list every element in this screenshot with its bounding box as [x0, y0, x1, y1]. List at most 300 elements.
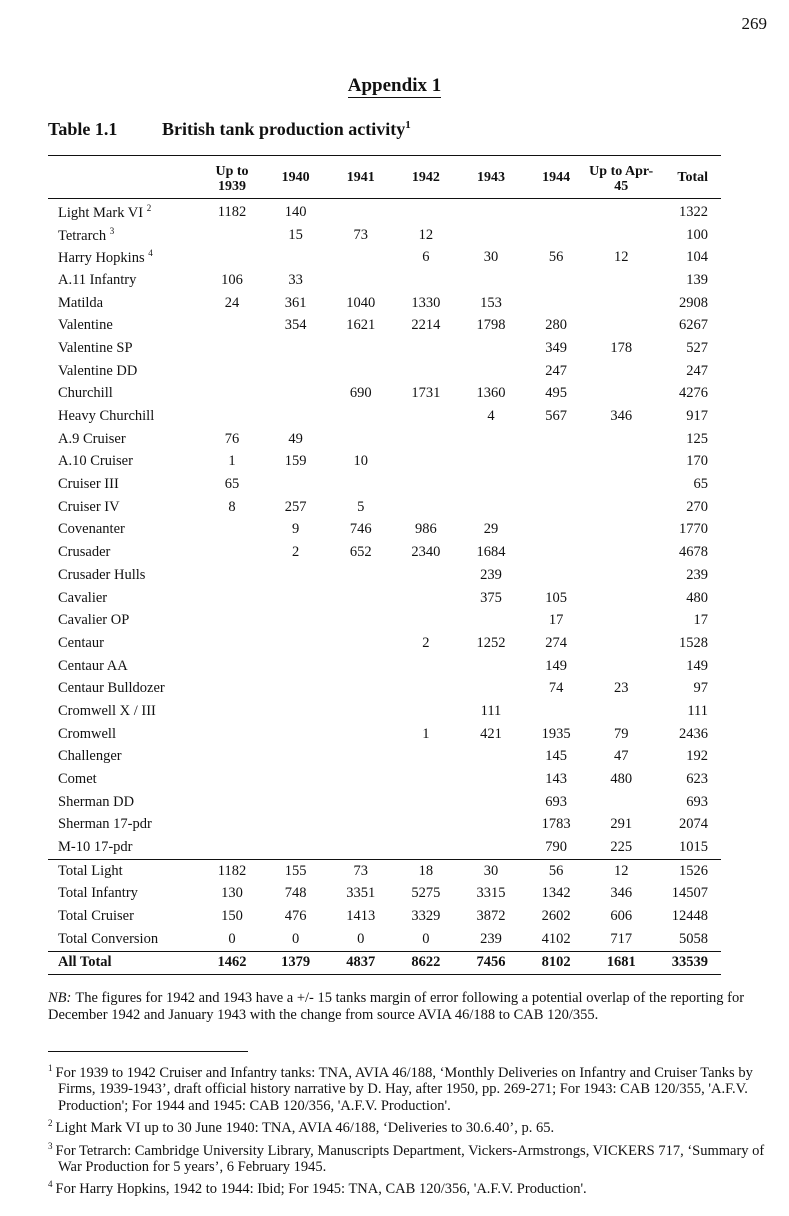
value-cell: [589, 791, 654, 814]
value-cell: [328, 564, 393, 587]
value-cell: 354: [284, 317, 307, 334]
value-cell: 690: [349, 385, 372, 402]
total-cell: 65: [693, 476, 708, 493]
row-label-text: All Total: [58, 954, 112, 971]
footnote: [48, 1060, 770, 1114]
table-row: [48, 405, 721, 428]
value-cell: [328, 405, 393, 428]
value-cell: 49: [288, 430, 303, 447]
value-cell: 257: [284, 498, 307, 515]
footnote-divider: [48, 1051, 248, 1052]
value-cell: [328, 609, 393, 632]
row-label: [48, 587, 201, 610]
nb-note: [48, 990, 770, 1024]
row-label-text: Sherman 17-pdr: [58, 816, 152, 833]
row-label: [48, 428, 201, 451]
row-label: [48, 746, 201, 769]
value-cell: 1413: [346, 908, 376, 925]
table-body: [48, 199, 721, 860]
total-cell: 6267: [679, 317, 708, 334]
value-cell: [201, 655, 263, 678]
value-cell: [263, 677, 328, 700]
value-cell: 8102: [541, 954, 571, 971]
value-cell: [328, 677, 393, 700]
total-cell: 1015: [679, 839, 708, 856]
value-cell: [524, 269, 589, 292]
value-cell: 652: [349, 544, 372, 561]
table-row: [48, 700, 721, 723]
value-cell: 4102: [541, 930, 571, 947]
value-cell: [393, 700, 458, 723]
value-cell: [589, 700, 654, 723]
value-cell: [328, 814, 393, 837]
value-cell: [201, 224, 263, 247]
value-cell: [201, 632, 263, 655]
value-cell: 105: [545, 589, 567, 606]
row-label: [48, 836, 201, 859]
value-cell: [458, 814, 523, 837]
value-cell: 24: [224, 294, 240, 311]
value-cell: 0: [357, 930, 365, 947]
value-cell: [458, 836, 523, 859]
value-cell: 18: [418, 862, 434, 879]
table-row: [48, 451, 721, 474]
value-cell: [263, 246, 328, 269]
grand-total-section: [48, 951, 721, 974]
value-cell: 73: [353, 862, 368, 879]
value-cell: [589, 473, 654, 496]
value-cell: [201, 360, 263, 383]
row-label: [48, 405, 201, 428]
value-cell: 1252: [476, 634, 506, 651]
value-cell: [201, 314, 263, 337]
row-label: [48, 632, 201, 655]
row-label-text: Cavalier: [58, 589, 108, 606]
value-cell: 12: [613, 249, 629, 266]
row-label-text: A.9 Cruiser: [58, 430, 126, 447]
value-cell: [458, 496, 523, 519]
value-cell: [328, 768, 393, 791]
footnote-mark: 3: [109, 225, 115, 236]
value-cell: 606: [610, 908, 633, 925]
row-label-text: Matilda: [58, 294, 104, 311]
row-label-text: Cromwell X / III: [58, 702, 156, 719]
row-label-text: Valentine: [58, 317, 113, 334]
table-header: [48, 156, 721, 199]
value-cell: 8622: [411, 954, 441, 971]
total-cell: 480: [686, 589, 708, 606]
value-cell: [589, 314, 654, 337]
value-cell: [201, 564, 263, 587]
value-cell: 3315: [476, 885, 506, 902]
row-label: [48, 314, 201, 337]
value-cell: 1462: [217, 954, 247, 971]
column-header: Up to Apr-45: [589, 164, 654, 194]
row-label: [48, 768, 201, 791]
row-label: [48, 292, 201, 315]
value-cell: 143: [545, 771, 567, 788]
value-cell: [201, 519, 263, 542]
total-cell: 125: [686, 430, 708, 447]
value-cell: 2: [291, 544, 300, 561]
column-header-name: [48, 156, 201, 199]
value-cell: [393, 677, 458, 700]
table-row: [48, 814, 721, 837]
row-label-text: Cromwell: [58, 725, 116, 742]
value-cell: [328, 360, 393, 383]
row-label: [48, 451, 201, 474]
nb-label: NB:: [48, 990, 72, 1006]
value-cell: [524, 473, 589, 496]
footnote-number: 3: [48, 1140, 53, 1151]
value-cell: 361: [284, 294, 307, 311]
value-cell: [524, 428, 589, 451]
value-cell: 5275: [411, 885, 441, 902]
value-cell: [524, 224, 589, 247]
value-cell: [328, 473, 393, 496]
footnote-number: 1: [48, 1063, 53, 1073]
value-cell: [589, 519, 654, 542]
table-caption: [48, 119, 411, 140]
value-cell: [458, 655, 523, 678]
value-cell: 65: [224, 476, 240, 493]
value-cell: [393, 199, 458, 224]
column-header: 1942: [411, 169, 440, 185]
value-cell: 4837: [346, 954, 376, 971]
value-cell: [393, 337, 458, 360]
value-cell: [201, 814, 263, 837]
value-cell: [201, 587, 263, 610]
column-header: 1944: [542, 169, 571, 185]
value-cell: [589, 609, 654, 632]
value-cell: [263, 746, 328, 769]
value-cell: [589, 428, 654, 451]
total-cell: 149: [686, 657, 708, 674]
value-cell: 9: [291, 521, 300, 538]
value-cell: [458, 609, 523, 632]
footnote-mark: 4: [148, 248, 153, 259]
value-cell: 29: [483, 521, 499, 538]
column-header: Up to 1939: [215, 164, 249, 194]
row-label: [48, 383, 201, 406]
header-row: [48, 156, 721, 199]
value-cell: [393, 269, 458, 292]
total-cell: 33539: [671, 954, 708, 971]
value-cell: 140: [284, 203, 307, 220]
production-table: [48, 155, 721, 975]
total-cell: 2074: [679, 816, 708, 833]
value-cell: [328, 587, 393, 610]
row-label: [48, 519, 201, 542]
value-cell: 2340: [411, 544, 441, 561]
row-label-text: Covenanter: [58, 521, 125, 538]
footnote-text: For Harry Hopkins, 1942 to 1944: Ibid; For 1945: TNA, CAB 120/356, 'A.F.V. Production'.: [55, 1181, 587, 1198]
row-label: [48, 564, 201, 587]
value-cell: 1182: [217, 862, 247, 879]
value-cell: 3329: [411, 908, 441, 925]
value-cell: 790: [545, 839, 567, 856]
table-title: British tank production activity: [162, 119, 406, 139]
row-label-text: Churchill: [58, 385, 113, 402]
value-cell: 30: [483, 862, 499, 879]
table-row: [48, 360, 721, 383]
value-cell: 145: [545, 748, 567, 765]
value-cell: 1935: [541, 725, 571, 742]
row-label-text: Valentine SP: [58, 339, 133, 356]
total-cell: 97: [693, 680, 708, 697]
value-cell: 10: [353, 453, 368, 470]
value-cell: [393, 428, 458, 451]
value-cell: 79: [613, 725, 629, 742]
total-cell: 693: [686, 793, 708, 810]
row-label: [48, 723, 201, 746]
summary-row: [48, 905, 721, 928]
value-cell: 56: [548, 249, 564, 266]
value-cell: [201, 723, 263, 746]
value-cell: 153: [480, 294, 502, 311]
appendix-title-text: Appendix 1: [347, 75, 442, 96]
column-header: 1940: [281, 169, 310, 185]
value-cell: [201, 700, 263, 723]
table-row: [48, 473, 721, 496]
total-cell: 12448: [671, 908, 708, 925]
value-cell: [263, 723, 328, 746]
value-cell: [263, 791, 328, 814]
value-cell: 4: [487, 408, 495, 425]
value-cell: [328, 836, 393, 859]
total-cell: 4276: [679, 385, 708, 402]
value-cell: [393, 564, 458, 587]
row-label: [48, 700, 201, 723]
value-cell: 1783: [541, 816, 571, 833]
value-cell: [263, 768, 328, 791]
total-cell: 917: [686, 408, 708, 425]
value-cell: 2214: [411, 317, 441, 334]
value-cell: 375: [480, 589, 502, 606]
table-row: [48, 519, 721, 542]
total-cell: 100: [686, 226, 708, 243]
value-cell: 149: [545, 657, 567, 674]
value-cell: 6: [422, 249, 430, 266]
row-label-text: Comet: [58, 771, 97, 788]
value-cell: [263, 587, 328, 610]
row-label: [48, 541, 201, 564]
value-cell: 178: [610, 339, 633, 356]
footnote-text: Light Mark VI up to 30 June 1940: TNA, AVIA 46/188, ‘Deliveries to 30.6.40’, p. 65.: [55, 1120, 555, 1137]
value-cell: [393, 814, 458, 837]
value-cell: 5: [357, 498, 365, 515]
value-cell: [393, 746, 458, 769]
table-row: [48, 269, 721, 292]
value-cell: 2: [422, 634, 430, 651]
value-cell: [201, 246, 263, 269]
value-cell: [393, 496, 458, 519]
value-cell: 495: [545, 385, 567, 402]
value-cell: [263, 383, 328, 406]
total-cell: 14507: [671, 885, 708, 902]
value-cell: 1342: [541, 885, 571, 902]
value-cell: 247: [545, 362, 567, 379]
total-cell: 17: [693, 612, 708, 629]
total-cell: 2436: [679, 725, 708, 742]
value-cell: 1731: [411, 385, 441, 402]
value-cell: [393, 473, 458, 496]
total-cell: 139: [686, 271, 708, 288]
summary-section: [48, 859, 721, 951]
row-label: [48, 928, 201, 951]
value-cell: [328, 632, 393, 655]
row-label-text: Light Mark VI: [58, 204, 144, 221]
value-cell: [589, 564, 654, 587]
value-cell: [263, 405, 328, 428]
value-cell: [263, 609, 328, 632]
table-row: [48, 746, 721, 769]
value-cell: 480: [610, 771, 633, 788]
row-label-text: Challenger: [58, 748, 122, 765]
value-cell: [328, 655, 393, 678]
value-cell: 746: [349, 521, 372, 538]
row-label: [48, 905, 201, 928]
row-label-text: Total Light: [58, 862, 123, 879]
table-row: [48, 768, 721, 791]
value-cell: [263, 655, 328, 678]
value-cell: 476: [284, 908, 307, 925]
value-cell: 30: [483, 249, 499, 266]
value-cell: 12: [613, 862, 629, 879]
table-row: [48, 292, 721, 315]
row-label: [48, 246, 201, 269]
value-cell: [263, 360, 328, 383]
row-label: [48, 269, 201, 292]
total-cell: 170: [686, 453, 708, 470]
row-label-text: Total Conversion: [58, 930, 159, 947]
value-cell: [328, 337, 393, 360]
value-cell: 421: [480, 725, 502, 742]
row-label-text: Total Cruiser: [58, 908, 134, 925]
value-cell: [458, 473, 523, 496]
table-row: [48, 632, 721, 655]
value-cell: 106: [221, 271, 243, 288]
table-row: [48, 199, 721, 224]
footnotes: [48, 1060, 770, 1199]
table-row: [48, 541, 721, 564]
footnote-number: 2: [48, 1118, 53, 1129]
value-cell: 239: [480, 566, 502, 583]
row-label: [48, 360, 201, 383]
total-cell: 111: [687, 702, 708, 719]
value-cell: [589, 199, 654, 224]
value-cell: [589, 587, 654, 610]
value-cell: 291: [610, 816, 633, 833]
table-row: [48, 587, 721, 610]
summary-row: [48, 928, 721, 951]
value-cell: 1: [228, 453, 236, 470]
footnote-text: For 1939 to 1942 Cruiser and Infantry tanks: TNA, AVIA 46/188, ‘Monthly Deliveries on Infantry and Cruiser Tanks by Firms, 1939-1943’, draft official history narrative by D. Hay, after 1950, pp. 269-271; For 1943: CAB 120/355, 'A.F.V. Production'; For 1944 and 1945: CAB 120/356, 'A.F.V. Production'.: [55, 1064, 753, 1114]
value-cell: 567: [545, 408, 567, 425]
value-cell: [328, 700, 393, 723]
value-cell: 3351: [346, 885, 376, 902]
table-row: [48, 564, 721, 587]
total-cell: 1770: [679, 521, 708, 538]
value-cell: [393, 609, 458, 632]
value-cell: [589, 224, 654, 247]
row-label-text: Cavalier OP: [58, 612, 130, 629]
value-cell: [458, 428, 523, 451]
value-cell: 1681: [606, 954, 636, 971]
value-cell: [201, 768, 263, 791]
value-cell: [589, 269, 654, 292]
value-cell: 1360: [476, 385, 506, 402]
value-cell: [263, 700, 328, 723]
table-row: [48, 836, 721, 859]
value-cell: 130: [221, 885, 243, 902]
table-row: [48, 791, 721, 814]
column-header: Total: [677, 169, 708, 185]
value-cell: 274: [545, 634, 567, 651]
row-label: [48, 814, 201, 837]
row-label-text: Crusader: [58, 544, 111, 561]
value-cell: 0: [291, 930, 300, 947]
value-cell: [458, 269, 523, 292]
table-row: [48, 723, 721, 746]
value-cell: 346: [610, 408, 633, 425]
value-cell: [393, 655, 458, 678]
value-cell: [589, 292, 654, 315]
value-cell: [328, 746, 393, 769]
value-cell: [393, 768, 458, 791]
row-label: [48, 224, 201, 247]
footnote: [48, 1138, 770, 1176]
value-cell: [524, 292, 589, 315]
value-cell: [263, 814, 328, 837]
value-cell: [524, 496, 589, 519]
total-cell: 192: [686, 748, 708, 765]
value-cell: 717: [610, 930, 633, 947]
value-cell: [393, 405, 458, 428]
row-label-text: Crusader Hulls: [58, 566, 146, 583]
value-cell: 0: [228, 930, 236, 947]
row-label: [48, 473, 201, 496]
total-cell: 623: [686, 771, 708, 788]
value-cell: [589, 632, 654, 655]
page-number: 269: [741, 14, 767, 33]
value-cell: [328, 269, 393, 292]
value-cell: [458, 451, 523, 474]
footnote-mark: 2: [146, 202, 152, 213]
value-cell: [458, 224, 523, 247]
total-cell: 527: [686, 339, 708, 356]
row-label-text: Tetrarch: [58, 227, 107, 244]
table-row: [48, 609, 721, 632]
row-label-text: M-10 17-pdr: [58, 839, 133, 856]
value-cell: 2602: [541, 908, 571, 925]
value-cell: [458, 199, 523, 224]
value-cell: [201, 405, 263, 428]
row-label-text: Total Infantry: [58, 885, 138, 902]
appendix-title: [0, 75, 789, 97]
value-cell: [201, 746, 263, 769]
value-cell: 1621: [346, 317, 376, 334]
value-cell: [263, 632, 328, 655]
nb-text: The figures for 1942 and 1943 have a +/- 15 tanks margin of error following a potential overlap of the reporting for December 1942 and January 1943 with the change from source AVIA 46/188 to CAB 120/355.: [48, 990, 745, 1023]
value-cell: [458, 791, 523, 814]
grand-total-row: [48, 951, 721, 974]
value-cell: 748: [284, 885, 307, 902]
value-cell: 693: [545, 793, 567, 810]
table-row: [48, 655, 721, 678]
value-cell: 17: [548, 612, 564, 629]
footnote: [48, 1176, 770, 1197]
